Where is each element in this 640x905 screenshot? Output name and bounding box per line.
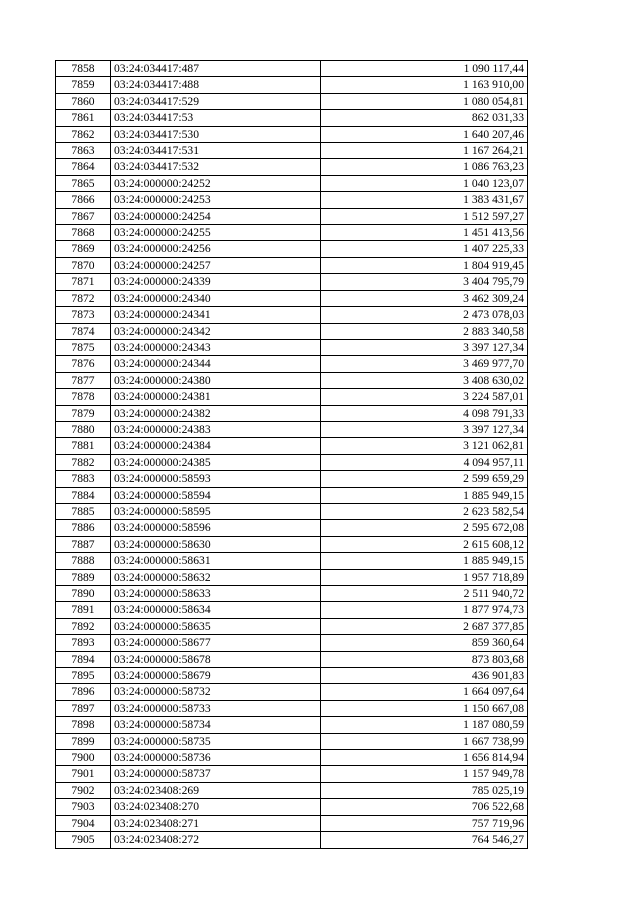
cadastral-number-cell: 03:24:000000:24339 [111,274,321,290]
row-number-cell: 7885 [56,503,111,519]
cadastral-number-cell: 03:24:000000:58593 [111,471,321,487]
row-number-cell: 7877 [56,372,111,388]
cadastral-number-cell: 03:24:000000:24254 [111,208,321,224]
row-number-cell: 7862 [56,126,111,142]
table-row [56,684,528,700]
table-row [56,651,528,667]
table-row [56,553,528,569]
table-row [56,503,528,519]
cadastral-number-cell: 03:24:000000:24343 [111,339,321,355]
cadastral-number-cell: 03:24:023408:270 [111,799,321,815]
row-number-cell: 7858 [56,61,111,77]
cadastral-value-cell: 2 615 608,12 [321,536,528,552]
table-row [56,421,528,437]
table-row [56,832,528,848]
row-number-cell: 7898 [56,717,111,733]
row-number-cell: 7859 [56,77,111,93]
table-row [56,126,528,142]
row-number-cell: 7893 [56,635,111,651]
table-row [56,438,528,454]
table-row [56,274,528,290]
cadastral-number-cell: 03:24:000000:24256 [111,241,321,257]
row-number-cell: 7881 [56,438,111,454]
cadastral-value-cell: 1 451 413,56 [321,225,528,241]
table-row [56,192,528,208]
cadastral-number-cell: 03:24:000000:58631 [111,553,321,569]
table-row [56,471,528,487]
cadastral-value-cell: 3 404 795,79 [321,274,528,290]
cadastral-value-cell: 2 883 340,58 [321,323,528,339]
cadastral-number-cell: 03:24:000000:24385 [111,454,321,470]
cadastral-number-cell: 03:24:000000:58734 [111,717,321,733]
row-number-cell: 7900 [56,750,111,766]
cadastral-value-cell: 3 121 062,81 [321,438,528,454]
table-row [56,339,528,355]
cadastral-value-cell: 859 360,64 [321,635,528,651]
cadastral-number-cell: 03:24:000000:24384 [111,438,321,454]
table-row [56,586,528,602]
table-row [56,766,528,782]
cadastral-value-cell: 1 664 097,64 [321,684,528,700]
cadastral-number-cell: 03:24:000000:58630 [111,536,321,552]
table-row [56,257,528,273]
cadastral-value-cell: 862 031,33 [321,110,528,126]
cadastral-value-cell: 873 803,68 [321,651,528,667]
table-row [56,815,528,831]
cadastral-number-cell: 03:24:000000:24252 [111,175,321,191]
cadastral-number-cell: 03:24:034417:488 [111,77,321,93]
cadastral-value-cell: 1 080 054,81 [321,93,528,109]
row-number-cell: 7887 [56,536,111,552]
cadastral-value-cell: 4 094 957,11 [321,454,528,470]
cadastral-value-cell: 4 098 791,33 [321,405,528,421]
cadastral-value-cell: 706 522,68 [321,799,528,815]
row-number-cell: 7873 [56,307,111,323]
table-row [56,208,528,224]
table-row [56,323,528,339]
cadastral-number-cell: 03:24:034417:530 [111,126,321,142]
cadastral-value-cell: 1 877 974,73 [321,602,528,618]
table-row [56,454,528,470]
row-number-cell: 7901 [56,766,111,782]
cadastral-value-cell: 1 885 949,15 [321,487,528,503]
row-number-cell: 7888 [56,553,111,569]
cadastral-number-cell: 03:24:000000:58735 [111,733,321,749]
table-row [56,61,528,77]
table-row [56,307,528,323]
table-row [56,159,528,175]
cadastral-number-cell: 03:24:000000:24341 [111,307,321,323]
table-row [56,602,528,618]
cadastral-number-cell: 03:24:000000:58737 [111,766,321,782]
row-number-cell: 7867 [56,208,111,224]
cadastral-value-cell: 1 885 949,15 [321,553,528,569]
table-row [56,77,528,93]
cadastral-number-cell: 03:24:034417:532 [111,159,321,175]
row-number-cell: 7879 [56,405,111,421]
cadastral-number-cell: 03:24:034417:53 [111,110,321,126]
table-row [56,536,528,552]
cadastral-value-cell: 757 719,96 [321,815,528,831]
cadastral-number-cell: 03:24:034417:531 [111,143,321,159]
table-row [56,635,528,651]
cadastral-value-cell: 1 086 763,23 [321,159,528,175]
table-row [56,241,528,257]
cadastral-value-cell: 2 599 659,29 [321,471,528,487]
cadastral-value-cell: 2 595 672,08 [321,520,528,536]
cadastral-number-cell: 03:24:000000:58594 [111,487,321,503]
cadastral-number-cell: 03:24:000000:58632 [111,569,321,585]
cadastral-number-cell: 03:24:000000:58635 [111,618,321,634]
cadastral-value-cell: 1 957 718,89 [321,569,528,585]
cadastral-value-cell: 3 397 127,34 [321,339,528,355]
cadastral-value-cell: 1 804 919,45 [321,257,528,273]
cadastral-number-cell: 03:24:000000:24383 [111,421,321,437]
row-number-cell: 7864 [56,159,111,175]
cadastral-value-cell: 1 407 225,33 [321,241,528,257]
cadastral-value-cell: 2 473 078,03 [321,307,528,323]
row-number-cell: 7884 [56,487,111,503]
row-number-cell: 7889 [56,569,111,585]
row-number-cell: 7866 [56,192,111,208]
cadastral-number-cell: 03:24:000000:58678 [111,651,321,667]
row-number-cell: 7869 [56,241,111,257]
cadastral-value-cell: 1 163 910,00 [321,77,528,93]
row-number-cell: 7883 [56,471,111,487]
cadastral-number-cell: 03:24:000000:24380 [111,372,321,388]
table-row [56,782,528,798]
table-row [56,290,528,306]
row-number-cell: 7903 [56,799,111,815]
row-number-cell: 7882 [56,454,111,470]
table-row [56,520,528,536]
cadastral-value-cell: 1 040 123,07 [321,175,528,191]
cadastral-value-cell: 436 901,83 [321,668,528,684]
cadastral-number-cell: 03:24:000000:24340 [111,290,321,306]
cadastral-value-cell: 1 640 207,46 [321,126,528,142]
table-row [56,569,528,585]
row-number-cell: 7875 [56,339,111,355]
cadastral-value-cell: 1 150 667,08 [321,700,528,716]
cadastral-number-cell: 03:24:000000:58736 [111,750,321,766]
table-row [56,93,528,109]
row-number-cell: 7861 [56,110,111,126]
table-row [56,175,528,191]
row-number-cell: 7863 [56,143,111,159]
table-row [56,356,528,372]
cadastral-number-cell: 03:24:023408:269 [111,782,321,798]
row-number-cell: 7874 [56,323,111,339]
row-number-cell: 7905 [56,832,111,848]
row-number-cell: 7902 [56,782,111,798]
table-row [56,110,528,126]
cadastral-number-cell: 03:24:000000:58677 [111,635,321,651]
row-number-cell: 7870 [56,257,111,273]
cadastral-number-cell: 03:24:000000:24253 [111,192,321,208]
cadastral-number-cell: 03:24:000000:24342 [111,323,321,339]
table-row [56,618,528,634]
cadastral-number-cell: 03:24:000000:58634 [111,602,321,618]
cadastral-value-cell: 3 408 630,02 [321,372,528,388]
cadastral-number-cell: 03:24:034417:487 [111,61,321,77]
cadastral-value-cell: 2 511 940,72 [321,586,528,602]
cadastral-number-cell: 03:24:000000:58733 [111,700,321,716]
table-row [56,668,528,684]
cadastral-value-cell: 3 462 309,24 [321,290,528,306]
cadastral-number-cell: 03:24:000000:24382 [111,405,321,421]
cadastral-number-cell: 03:24:023408:271 [111,815,321,831]
cadastral-number-cell: 03:24:000000:58732 [111,684,321,700]
table-row [56,143,528,159]
cadastral-value-cell: 3 469 977,70 [321,356,528,372]
cadastral-value-cell: 1 167 264,21 [321,143,528,159]
cadastral-value-cell: 1 383 431,67 [321,192,528,208]
row-number-cell: 7880 [56,421,111,437]
row-number-cell: 7896 [56,684,111,700]
table-row [56,717,528,733]
cadastral-number-cell: 03:24:000000:58595 [111,503,321,519]
table-row [56,487,528,503]
cadastral-number-cell: 03:24:000000:58679 [111,668,321,684]
row-number-cell: 7878 [56,389,111,405]
cadastral-number-cell: 03:24:023408:272 [111,832,321,848]
cadastral-value-cell: 785 025,19 [321,782,528,798]
row-number-cell: 7871 [56,274,111,290]
cadastral-number-cell: 03:24:000000:24257 [111,257,321,273]
cadastral-number-cell: 03:24:000000:24381 [111,389,321,405]
cadastral-value-cell: 2 687 377,85 [321,618,528,634]
table-body [56,61,528,849]
table-row [56,733,528,749]
cadastral-number-cell: 03:24:000000:58633 [111,586,321,602]
cadastral-value-table [55,60,528,849]
cadastral-value-cell: 1 090 117,44 [321,61,528,77]
row-number-cell: 7872 [56,290,111,306]
cadastral-value-cell: 1 667 738,99 [321,733,528,749]
cadastral-number-cell: 03:24:000000:24255 [111,225,321,241]
row-number-cell: 7886 [56,520,111,536]
cadastral-value-cell: 3 224 587,01 [321,389,528,405]
table-row [56,799,528,815]
row-number-cell: 7904 [56,815,111,831]
cadastral-number-cell: 03:24:000000:24344 [111,356,321,372]
row-number-cell: 7876 [56,356,111,372]
cadastral-value-cell: 1 512 597,27 [321,208,528,224]
row-number-cell: 7895 [56,668,111,684]
cadastral-value-cell: 1 656 814,94 [321,750,528,766]
table-row [56,372,528,388]
row-number-cell: 7865 [56,175,111,191]
cadastral-value-cell: 3 397 127,34 [321,421,528,437]
row-number-cell: 7897 [56,700,111,716]
row-number-cell: 7894 [56,651,111,667]
cadastral-value-cell: 1 187 080,59 [321,717,528,733]
row-number-cell: 7891 [56,602,111,618]
cadastral-value-cell: 2 623 582,54 [321,503,528,519]
cadastral-value-cell: 764 546,27 [321,832,528,848]
row-number-cell: 7892 [56,618,111,634]
table-row [56,225,528,241]
table-row [56,750,528,766]
row-number-cell: 7868 [56,225,111,241]
table-row [56,389,528,405]
cadastral-value-cell: 1 157 949,78 [321,766,528,782]
table-row [56,700,528,716]
row-number-cell: 7860 [56,93,111,109]
cadastral-number-cell: 03:24:034417:529 [111,93,321,109]
table-row [56,405,528,421]
row-number-cell: 7890 [56,586,111,602]
cadastral-number-cell: 03:24:000000:58596 [111,520,321,536]
row-number-cell: 7899 [56,733,111,749]
